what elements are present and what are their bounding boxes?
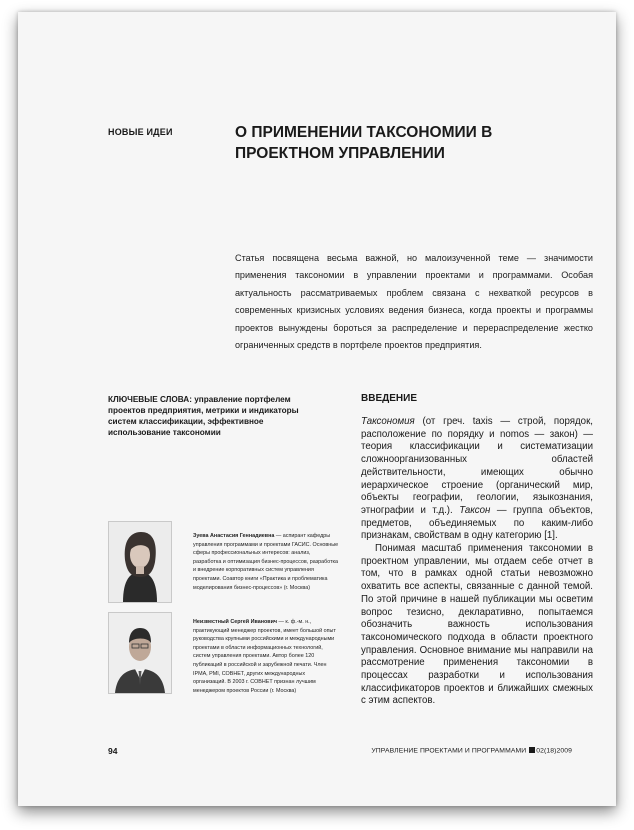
author-bio-neizvestny [193,618,339,695]
author-photo-zueva [108,521,172,603]
intro-paragraph-1 [361,416,593,543]
term-taxon: Таксон [459,504,491,516]
author-name: Неизвестный Сергей Иванович [193,619,278,625]
intro-body [361,416,593,708]
author-name: Зуева Анастасия Геннадиевна [193,533,275,539]
section-tag: НОВЫЕ ИДЕИ [108,127,173,137]
issue-number: 02(18)2009 [536,747,572,755]
author-bio-text: — к. ф.-м. н., практикующий менеджер проектов, имеет большой опыт руководства крупными российскими и международными проектами в области информационных технологий, систем управления проектами. Автор более 120 публикаций в российской и зарубежной печати. Член IPMA, PMI, СОВНЕТ, других международных организаций. В 2003 г. СОВНЕТ признан лучшим менеджером проектов России (г. Москва) [193,619,336,694]
square-bullet-icon [529,747,535,753]
intro-heading: ВВЕДЕНИЕ [361,393,417,404]
intro-p1-part1: (от греч. taxis — строй, порядок, расположение по порядку и nomos — закон) — теория классификации и систематизации сложноорганизованных областей действительности, имеющих обычно иерархическое строение (органический мир, объекты географии, геологии, языкознания, этнографии и т.д.). [361,416,593,516]
footer-journal [371,747,572,755]
intro-paragraph-2: Понимая масштаб применения таксономии в проектном управлении, мы отдаем себе отчет в том, что в рамках одной статьи невозможно охватить все аспекты, связанные с данной темой. По этой причине в нашей публикации мы осветим вопрос тезисно, декларативно, попытаемся обозначить важность использования таксономического подхода в области проектного управления. Основное внимание мы направили на рассмотрение применения таксономии в процессах разработки и использования классификаторов проектов и ближайших смежных с этим аспектов. [361,543,593,707]
author-bio-zueva [193,532,339,592]
author-photo-neizvestny [108,612,172,694]
journal-page [18,12,616,806]
author-bio-text: — аспирант кафедры управления программами и проектами ГАСИС. Основные сферы профессиональных интересов: анализ, разработка и оптимизация бизнес-процессов, разработка и внедрение корпоративных систем управления проектами. Соавтор книги «Практика и проблематика моделирования бизнес-процессов» (г. Москва) [193,533,339,591]
article-title: О ПРИМЕНЕНИИ ТАКСОНОМИИ В ПРОЕКТНОМ УПРАВЛЕНИИ [235,124,493,162]
article-lead: Статья посвящена весьма важной, но малоизученной теме — значимости применения таксономии в управлении проектами и программами. Особая актуальность рассматриваемых проблем связана с нехваткой ресурсов в современных кризисных условиях ведения бизнеса, когда проекты и программы проектов вынуждены бороться за распределение и перераспределение жестко ограниченных средств в портфеле проектов предприятия. [235,253,593,351]
page-number: 94 [108,746,118,756]
term-taxonomy: Таксономия [361,416,415,427]
journal-name: УПРАВЛЕНИЕ ПРОЕКТАМИ И ПРОГРАММАМИ [371,747,527,755]
intro-p1-part2: — группа объектов, предметов, объединяемых по каким-либо признакам, свойствам в одну категорию [1]. [361,504,593,542]
keywords: КЛЮЧЕВЫЕ СЛОВА: управление портфелем проектов предприятия, метрики и индикаторы систем классификации, эффективное использование таксономии [108,395,299,437]
